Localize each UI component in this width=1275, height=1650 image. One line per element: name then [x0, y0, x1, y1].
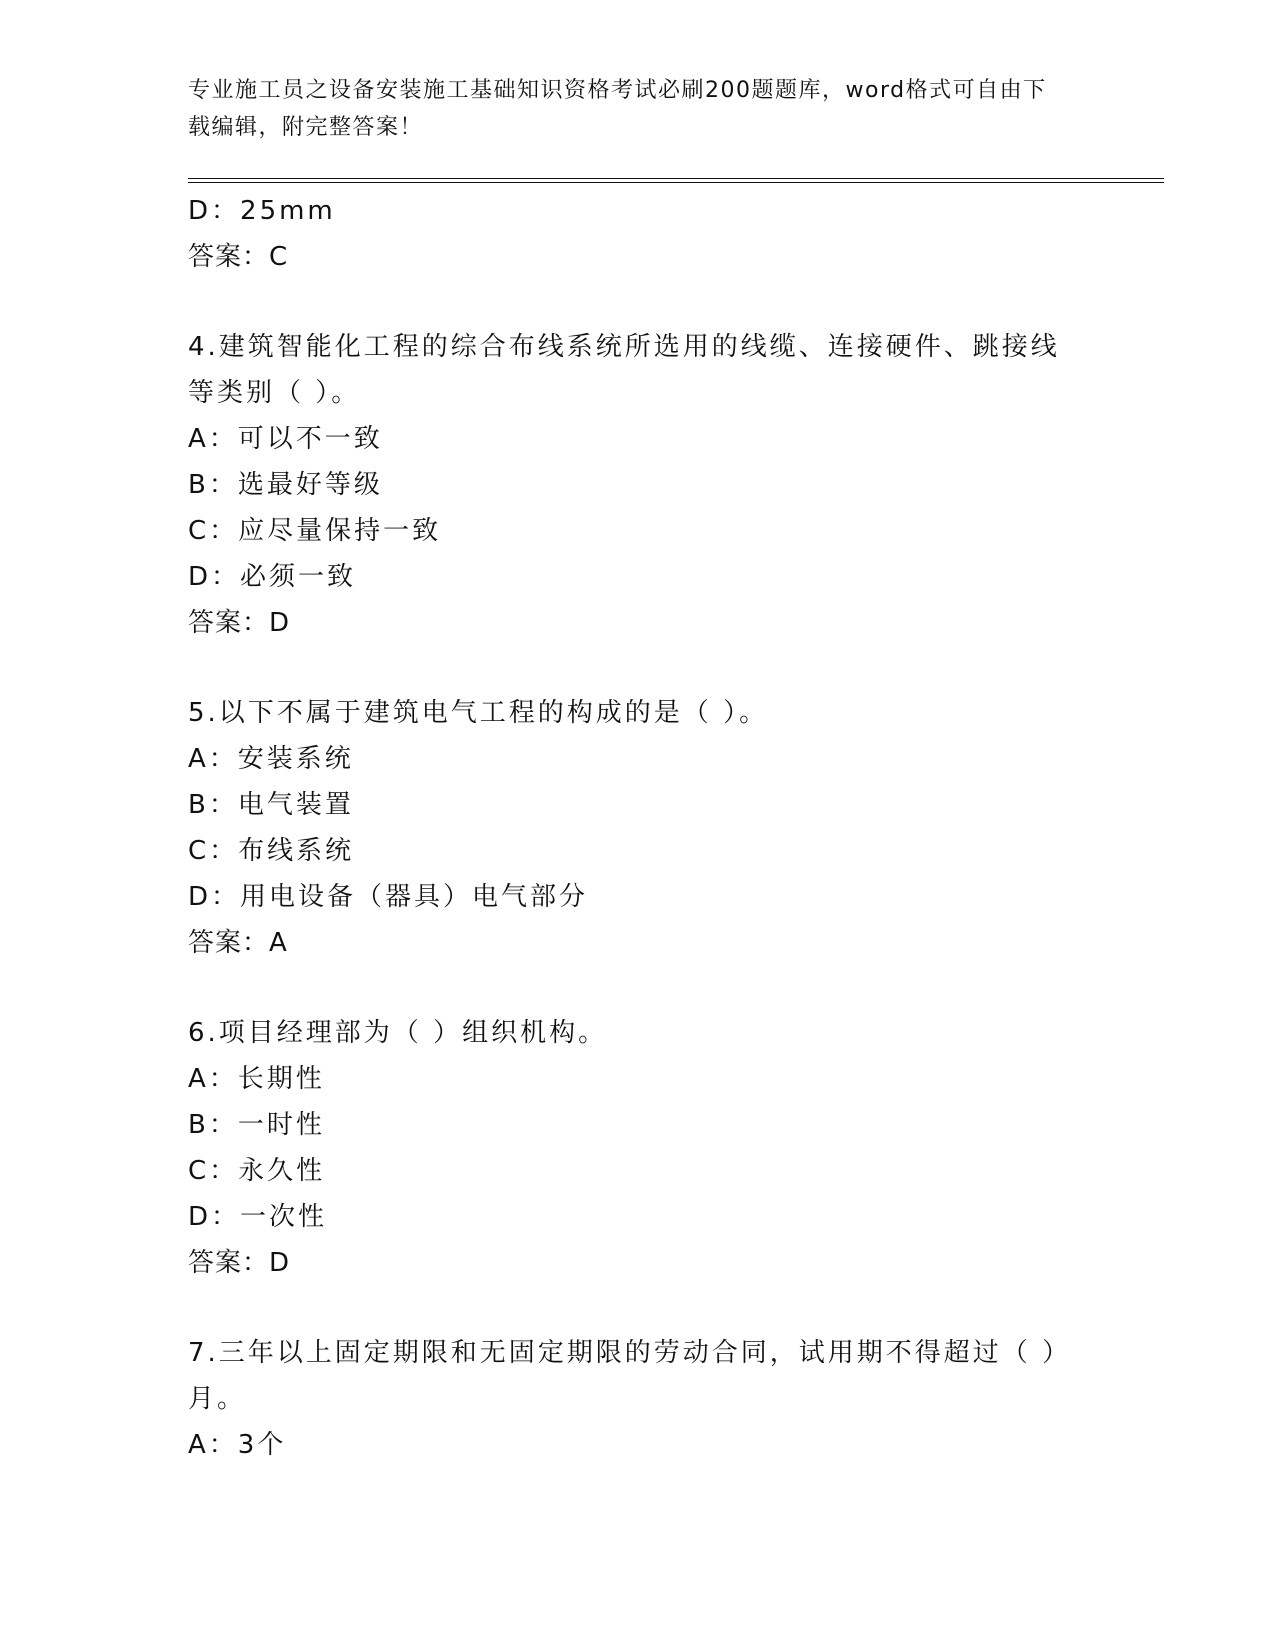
option-b: B：一时性: [188, 1110, 325, 1140]
option-b: B：选最好等级: [188, 470, 383, 500]
option-d: D：一次性: [188, 1202, 328, 1232]
header-divider-thick: [188, 182, 1164, 183]
option-d: D：25mm: [188, 196, 336, 226]
question-text: 6.项目经理部为（ ）组织机构。: [188, 1018, 608, 1048]
option-a: A：长期性: [188, 1064, 325, 1094]
option-c: C：应尽量保持一致: [188, 516, 442, 546]
question-block: [188, 324, 1068, 646]
option-d: D：必须一致: [188, 562, 357, 592]
question-block: [188, 690, 1068, 966]
answer-line: 答案：D: [188, 1248, 291, 1278]
option-c: C：永久性: [188, 1156, 326, 1186]
option-c: C：布线系统: [188, 836, 355, 866]
option-a: A：安装系统: [188, 744, 354, 774]
question-block: [188, 1330, 1068, 1468]
question-block: [188, 1010, 1068, 1286]
header-divider-thin: [188, 178, 1164, 179]
question-text: 4.建筑智能化工程的综合布线系统所选用的线缆、连接硬件、跳接线等类别（ ）。: [188, 332, 1060, 408]
answer-line: 答案：C: [188, 242, 289, 272]
question-text: 7.三年以上固定期限和无固定期限的劳动合同，试用期不得超过（ ）月。: [188, 1338, 1059, 1414]
option-a: A：3个: [188, 1430, 287, 1460]
option-a: A：可以不一致: [188, 424, 383, 454]
answer-line: 答案：D: [188, 608, 291, 638]
question-list: [188, 188, 1068, 1468]
option-d: D：用电设备（器具）电气部分: [188, 882, 589, 912]
answer-line: 答案：A: [188, 928, 288, 958]
document-header: 专业施工员之设备安装施工基础知识资格考试必刷200题题库，word格式可自由下载编辑，附完整答案！: [188, 78, 1047, 140]
question-text: 5.以下不属于建筑电气工程的构成的是（ ）。: [188, 698, 769, 728]
option-b: B：电气装置: [188, 790, 354, 820]
